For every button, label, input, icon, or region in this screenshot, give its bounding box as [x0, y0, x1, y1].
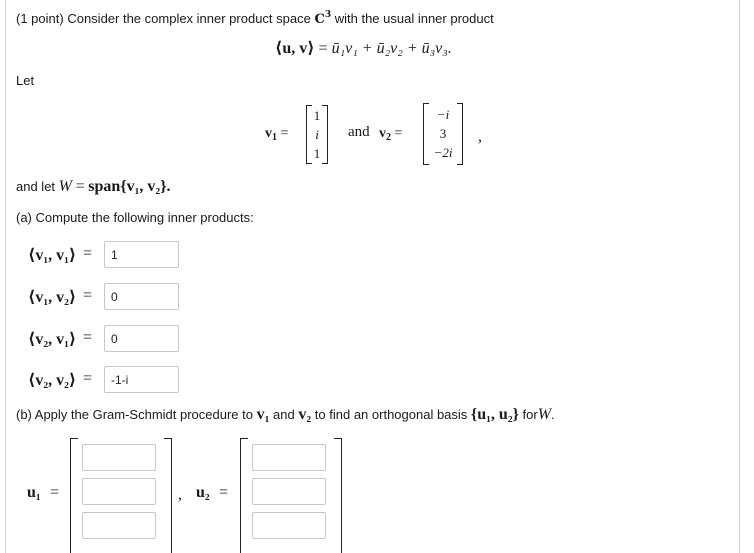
part-b-mid: to find an orthogonal basis — [314, 407, 468, 422]
u1-right-bracket — [164, 438, 172, 553]
ip-v2v1-eq: = — [83, 329, 93, 346]
vector-comma: , — [478, 128, 482, 145]
u1-label: u₁ — [27, 484, 41, 501]
u2-entry-2-input[interactable] — [252, 478, 326, 505]
ip-v2v1-input[interactable] — [104, 325, 179, 352]
ip-v1v2-expr: ⟨v₁, v₂⟩ — [28, 289, 77, 306]
points-label: (1 point) — [16, 11, 64, 26]
ip-v2v2-input[interactable] — [104, 366, 179, 393]
ip-v1v2-input[interactable] — [104, 283, 179, 310]
v2-matrix — [423, 103, 463, 165]
u2-entry-3-input[interactable] — [252, 512, 326, 539]
span-line — [16, 178, 171, 196]
intro-text: Consider the complex inner product space — [67, 11, 311, 26]
v2-label: $v_2$ = — [379, 126, 403, 143]
u1-entry-3-input[interactable] — [82, 512, 156, 539]
part-b-v2: v₂ — [298, 406, 312, 423]
u1-left-bracket — [70, 438, 78, 553]
part-b-pre: (b) Apply the Gram-Schmidt procedure to — [16, 407, 253, 422]
v2-entry-1: −i — [436, 107, 450, 122]
part-b-and: and — [273, 407, 295, 422]
ip-v1v1-input[interactable] — [104, 241, 179, 268]
inner-product-definition — [275, 38, 452, 58]
problem-header — [16, 10, 494, 27]
v1-matrix — [306, 105, 328, 164]
u1-entry-1-input[interactable] — [82, 444, 156, 471]
inner-product-lhs: ⟨u, v⟩ — [275, 40, 315, 57]
let-label: Let — [16, 73, 35, 88]
u2-entry-1-input[interactable] — [252, 444, 326, 471]
v2-entry-3: −2i — [433, 145, 453, 160]
ip-v1v1-expr: ⟨v₁, v₁⟩ — [28, 247, 77, 264]
u-separator-comma: , — [178, 486, 182, 503]
v1-entry-2: i — [315, 127, 319, 142]
v1-entry-1: 1 — [313, 108, 321, 123]
and-text: and — [348, 124, 370, 140]
ip-v1v2-eq: = — [83, 287, 93, 304]
part-a-label: (a) Compute the following inner products: — [16, 210, 254, 225]
u2-label: u₂ — [196, 484, 210, 501]
v1-entry-3: 1 — [313, 146, 321, 161]
part-b-basis: {u₁, u₂} — [470, 406, 519, 423]
ip-v2v2-eq: = — [83, 370, 93, 387]
span-expression: span{v₁, v₂}. — [88, 178, 171, 195]
part-b-post: for — [522, 407, 538, 422]
part-b-period: . — [551, 407, 555, 422]
part-b-v1: v₁ — [256, 406, 270, 423]
inner-product-eq: = — [318, 40, 328, 57]
v1-label: $v_1$ = — [265, 126, 289, 143]
part-b-W: W — [537, 406, 552, 423]
part-b-label — [16, 406, 555, 424]
ip-v2v1-expr: ⟨v₂, v₁⟩ — [28, 331, 77, 348]
u2-eq: = — [219, 484, 229, 501]
u2-right-bracket — [334, 438, 342, 553]
span-prefix: and let — [16, 179, 56, 194]
intro-tail-text: with the usual inner product — [334, 11, 494, 26]
ip-v1v1-eq: = — [83, 245, 93, 262]
span-eq: = — [75, 178, 85, 195]
inner-product-rhs: ū₁v₁ + ū₂v₂ + ū₃v₃. — [331, 40, 452, 57]
v2-entry-2: 3 — [439, 126, 447, 141]
u1-eq: = — [50, 484, 60, 501]
ip-v2v2-expr: ⟨v₂, v₂⟩ — [28, 372, 77, 389]
complex-space-symbol: $C^3$ — [314, 10, 332, 27]
u2-left-bracket — [240, 438, 248, 553]
W-symbol: W — [58, 178, 72, 195]
u1-entry-2-input[interactable] — [82, 478, 156, 505]
